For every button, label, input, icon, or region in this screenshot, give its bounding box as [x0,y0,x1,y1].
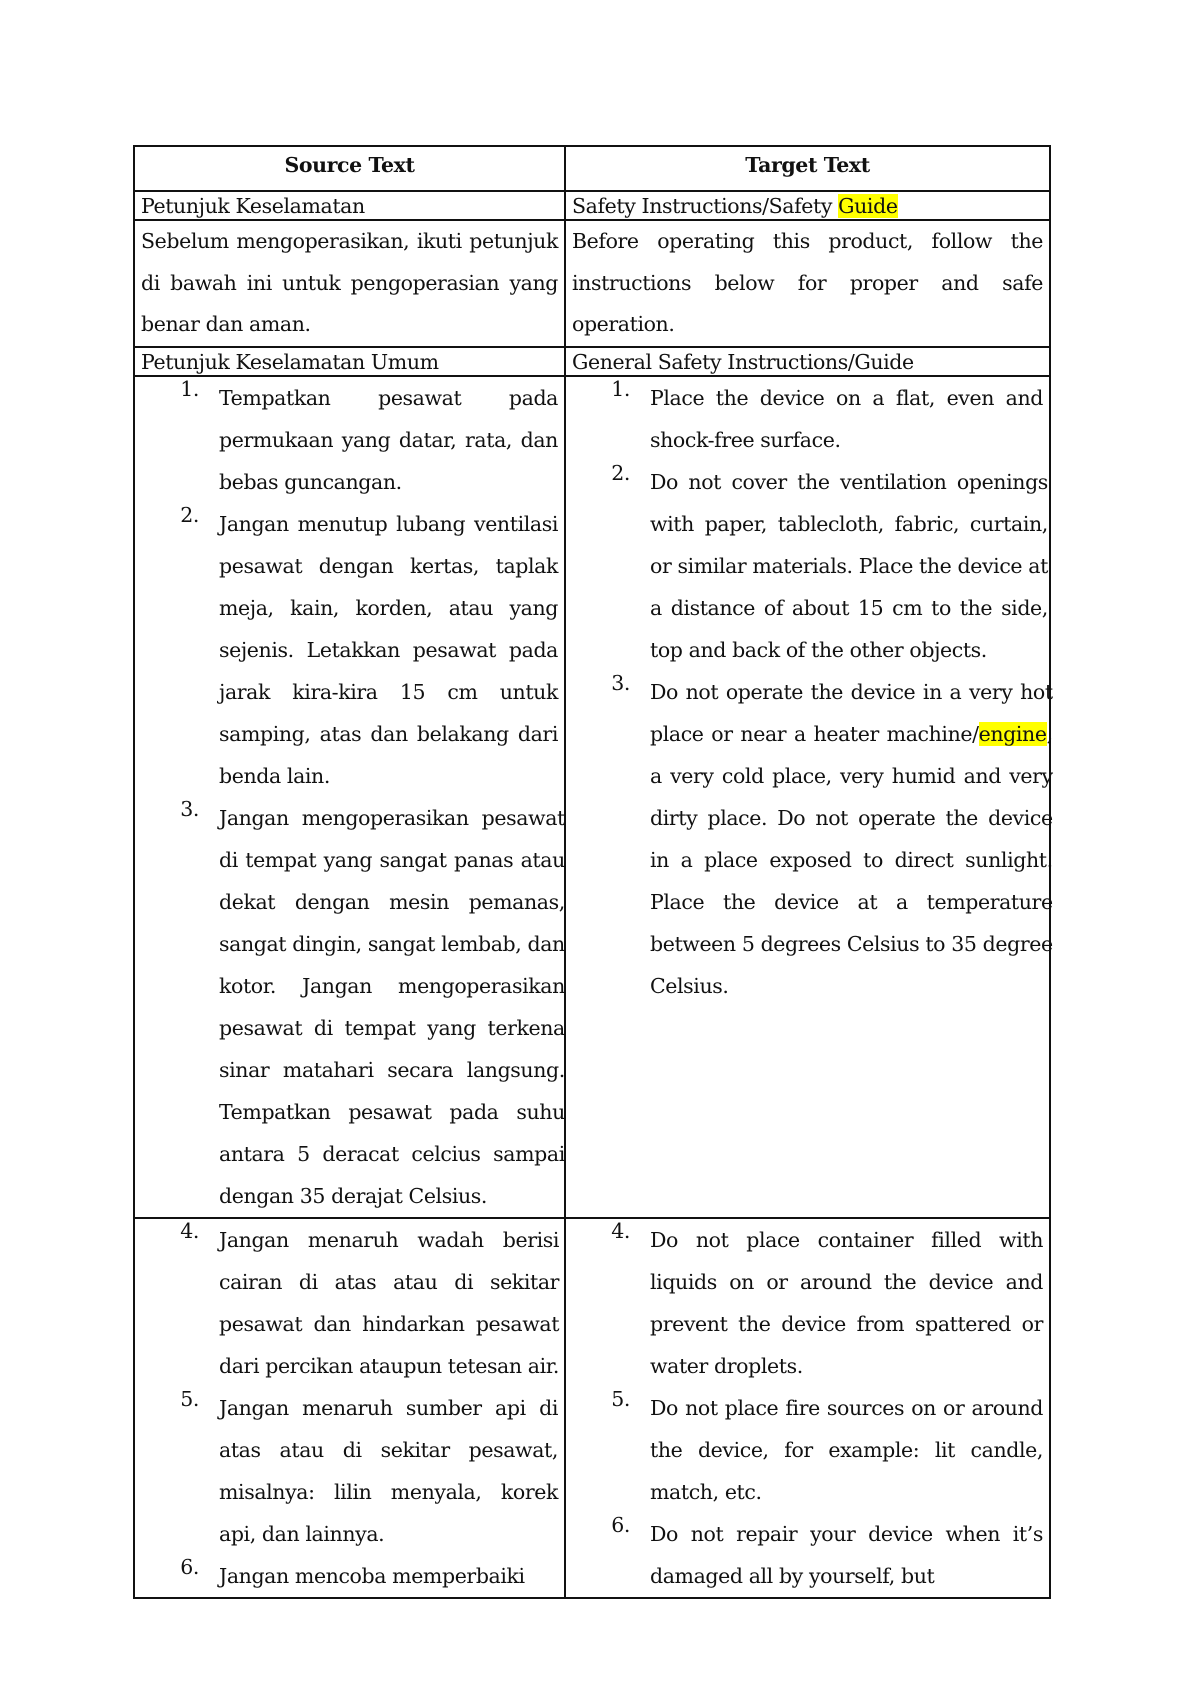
list-number: 6. [180,1554,199,1579]
text-line: sinar matahari secara langsung. [219,1057,565,1082]
target-header: Target Text [565,146,1050,191]
text-line: atas atau di sekitar pesawat, [219,1437,558,1462]
text-line: Do not operate the device in a very hot [650,679,1053,704]
list-item [572,460,1048,671]
source-intro [134,220,565,347]
list-item [141,377,558,503]
highlighted-word-guide: Guide [838,194,898,218]
text-line: pesawat dan hindarkan pesawat [219,1311,560,1336]
list-text [219,1555,558,1597]
source-section-title: Petunjuk Keselamatan Umum [134,347,565,376]
text-line: Jangan menutup lubang ventilasi [219,511,558,536]
list-item [572,1387,1043,1513]
list-number: 1. [611,376,630,401]
translation-table [133,145,1051,1599]
text-segment: place or near a heater machine/ [650,721,979,746]
numbered-list [572,1219,1043,1597]
text-line: a distance of about 15 cm to the side, [650,595,1048,620]
list-number: 2. [180,502,199,527]
text-line: Do not place fire sources on or around [650,1395,1043,1420]
target-section-title: General Safety Instructions/Guide [565,347,1050,376]
text-line: Tempatkan pesawat pada [219,385,558,410]
list-row-2 [134,1218,1050,1598]
text-line: dari percikan ataupun tetesan air. [219,1353,560,1378]
text-line: prevent the device from spattered or [650,1311,1043,1336]
list-number: 1. [180,376,199,401]
list-text [650,1387,1043,1513]
text-line: dengan 35 derajat Celsius. [219,1183,488,1208]
text-line: Jangan menaruh sumber api di [219,1395,558,1420]
text-line: dirty place. Do not operate the device [650,805,1053,830]
list-item [141,1387,558,1555]
list-item [141,796,565,1217]
text-line: api, dan lainnya. [219,1521,385,1546]
text-line: permukaan yang datar, rata, dan [219,427,558,452]
intro-row [134,220,1050,347]
text-line: pesawat di tempat yang terkena [219,1015,565,1040]
text-line: cairan di atas atau di sekitar [219,1269,560,1294]
list-text [219,503,558,797]
text-line: Jangan mengoperasikan pesawat [219,805,565,830]
source-list-2 [134,1218,565,1598]
text-line: Before operating this product, follow the [572,229,1043,253]
text-line: instructions below for proper and safe [572,270,1043,295]
text-line: Jangan menaruh wadah berisi [219,1227,560,1252]
list-text [650,377,1043,461]
text-line: with paper, tablecloth, fabric, curtain, [650,511,1048,536]
text-line: Place the device at a temperature [650,889,1053,914]
text-line: Place the device on a flat, even and [650,385,1043,410]
text-line: benar dan aman. [141,312,311,336]
text-line: misalnya: lilin menyala, korek [219,1479,558,1504]
list-text [650,1219,1043,1387]
text-line: Tempatkan pesawat pada suhu [219,1099,565,1124]
list-text [219,377,558,503]
list-item [572,377,1043,461]
title-row [134,191,1050,220]
list-item [141,503,558,797]
list-item [572,1513,1043,1597]
list-number: 5. [611,1386,630,1411]
text-line: between 5 degrees Celsius to 35 degree [650,931,1053,956]
text-line: in a place exposed to direct sunlight. [650,847,1053,872]
list-number: 6. [611,1512,630,1537]
highlighted-word-engine: engine [978,721,1047,746]
text-line: dekat dengan mesin pemanas, [219,889,565,914]
text-line: liquids on or around the device and [650,1269,1043,1294]
numbered-list [572,376,1053,1007]
list-item [572,1219,1043,1387]
text-line: di bawah ini untuk pengoperasian yang [141,270,558,295]
list-text [219,797,565,1217]
list-number: 3. [611,670,630,695]
source-header: Source Text [134,146,565,191]
list-number: 5. [180,1386,199,1411]
list-number: 3. [180,796,199,821]
text-line: Celsius. [650,973,729,998]
text-line: operation. [572,312,675,336]
text-line: Do not cover the ventilation openings [650,469,1048,494]
text-line: benda lain. [219,763,330,788]
source-title: Petunjuk Keselamatan [134,191,565,220]
list-text [650,1513,1043,1597]
text-line: Sebelum mengoperasikan, ikuti petunjuk [141,229,558,253]
text-line: antara 5 deracat celcius sampai [219,1141,565,1166]
text-line: top and back of the other objects. [650,637,987,662]
target-list-2 [565,1218,1050,1598]
text-line: Do not repair your device when it’s [650,1521,1043,1546]
text-line: kotor. Jangan mengoperasikan [219,973,565,998]
header-row [134,146,1050,191]
numbered-list [141,1219,558,1597]
text-line: Do not place container filled with [650,1227,1043,1252]
text-line: Jangan mencoba memperbaiki [219,1563,525,1588]
list-text [219,1387,558,1555]
list-item [572,670,1053,1007]
target-list-1 [565,376,1053,1218]
text-line: pesawat dengan kertas, taplak [219,553,558,578]
target-title-text: Safety Instructions/Safety [572,194,839,218]
list-number: 4. [180,1218,199,1243]
text-line: water droplets. [650,1353,803,1378]
text-line: match, etc. [650,1479,762,1504]
list-number: 4. [611,1218,630,1243]
list-text [219,1219,559,1387]
text-line: bebas guncangan. [219,469,402,494]
text-line: sejenis. Letakkan pesawat pada [219,637,558,662]
text-line: meja, kain, korden, atau yang [219,595,558,620]
text-line [650,713,1053,755]
text-line: damaged all by yourself, but [650,1563,935,1588]
target-intro [565,220,1050,347]
source-list-1 [134,376,565,1218]
list-text [650,461,1048,671]
list-item [141,1555,558,1597]
section-row [134,347,1050,376]
list-item [141,1219,558,1387]
text-line: a very cold place, very humid and very [650,763,1053,788]
text-line: the device, for example: lit candle, [650,1437,1043,1462]
text-line: di tempat yang sangat panas atau [219,847,565,872]
target-title [565,191,1050,220]
text-line: samping, atas dan belakang dari [219,721,558,746]
text-line: or similar materials. Place the device at [650,553,1048,578]
numbered-list [141,376,565,1217]
list-row-1 [134,376,1050,1218]
text-line: sangat dingin, sangat lembab, dan [219,931,565,956]
text-line: jarak kira-kira 15 cm untuk [219,679,558,704]
text-line: shock-free surface. [650,427,841,452]
text-segment: , [1046,721,1053,746]
list-text [650,671,1053,1007]
list-number: 2. [611,460,630,485]
